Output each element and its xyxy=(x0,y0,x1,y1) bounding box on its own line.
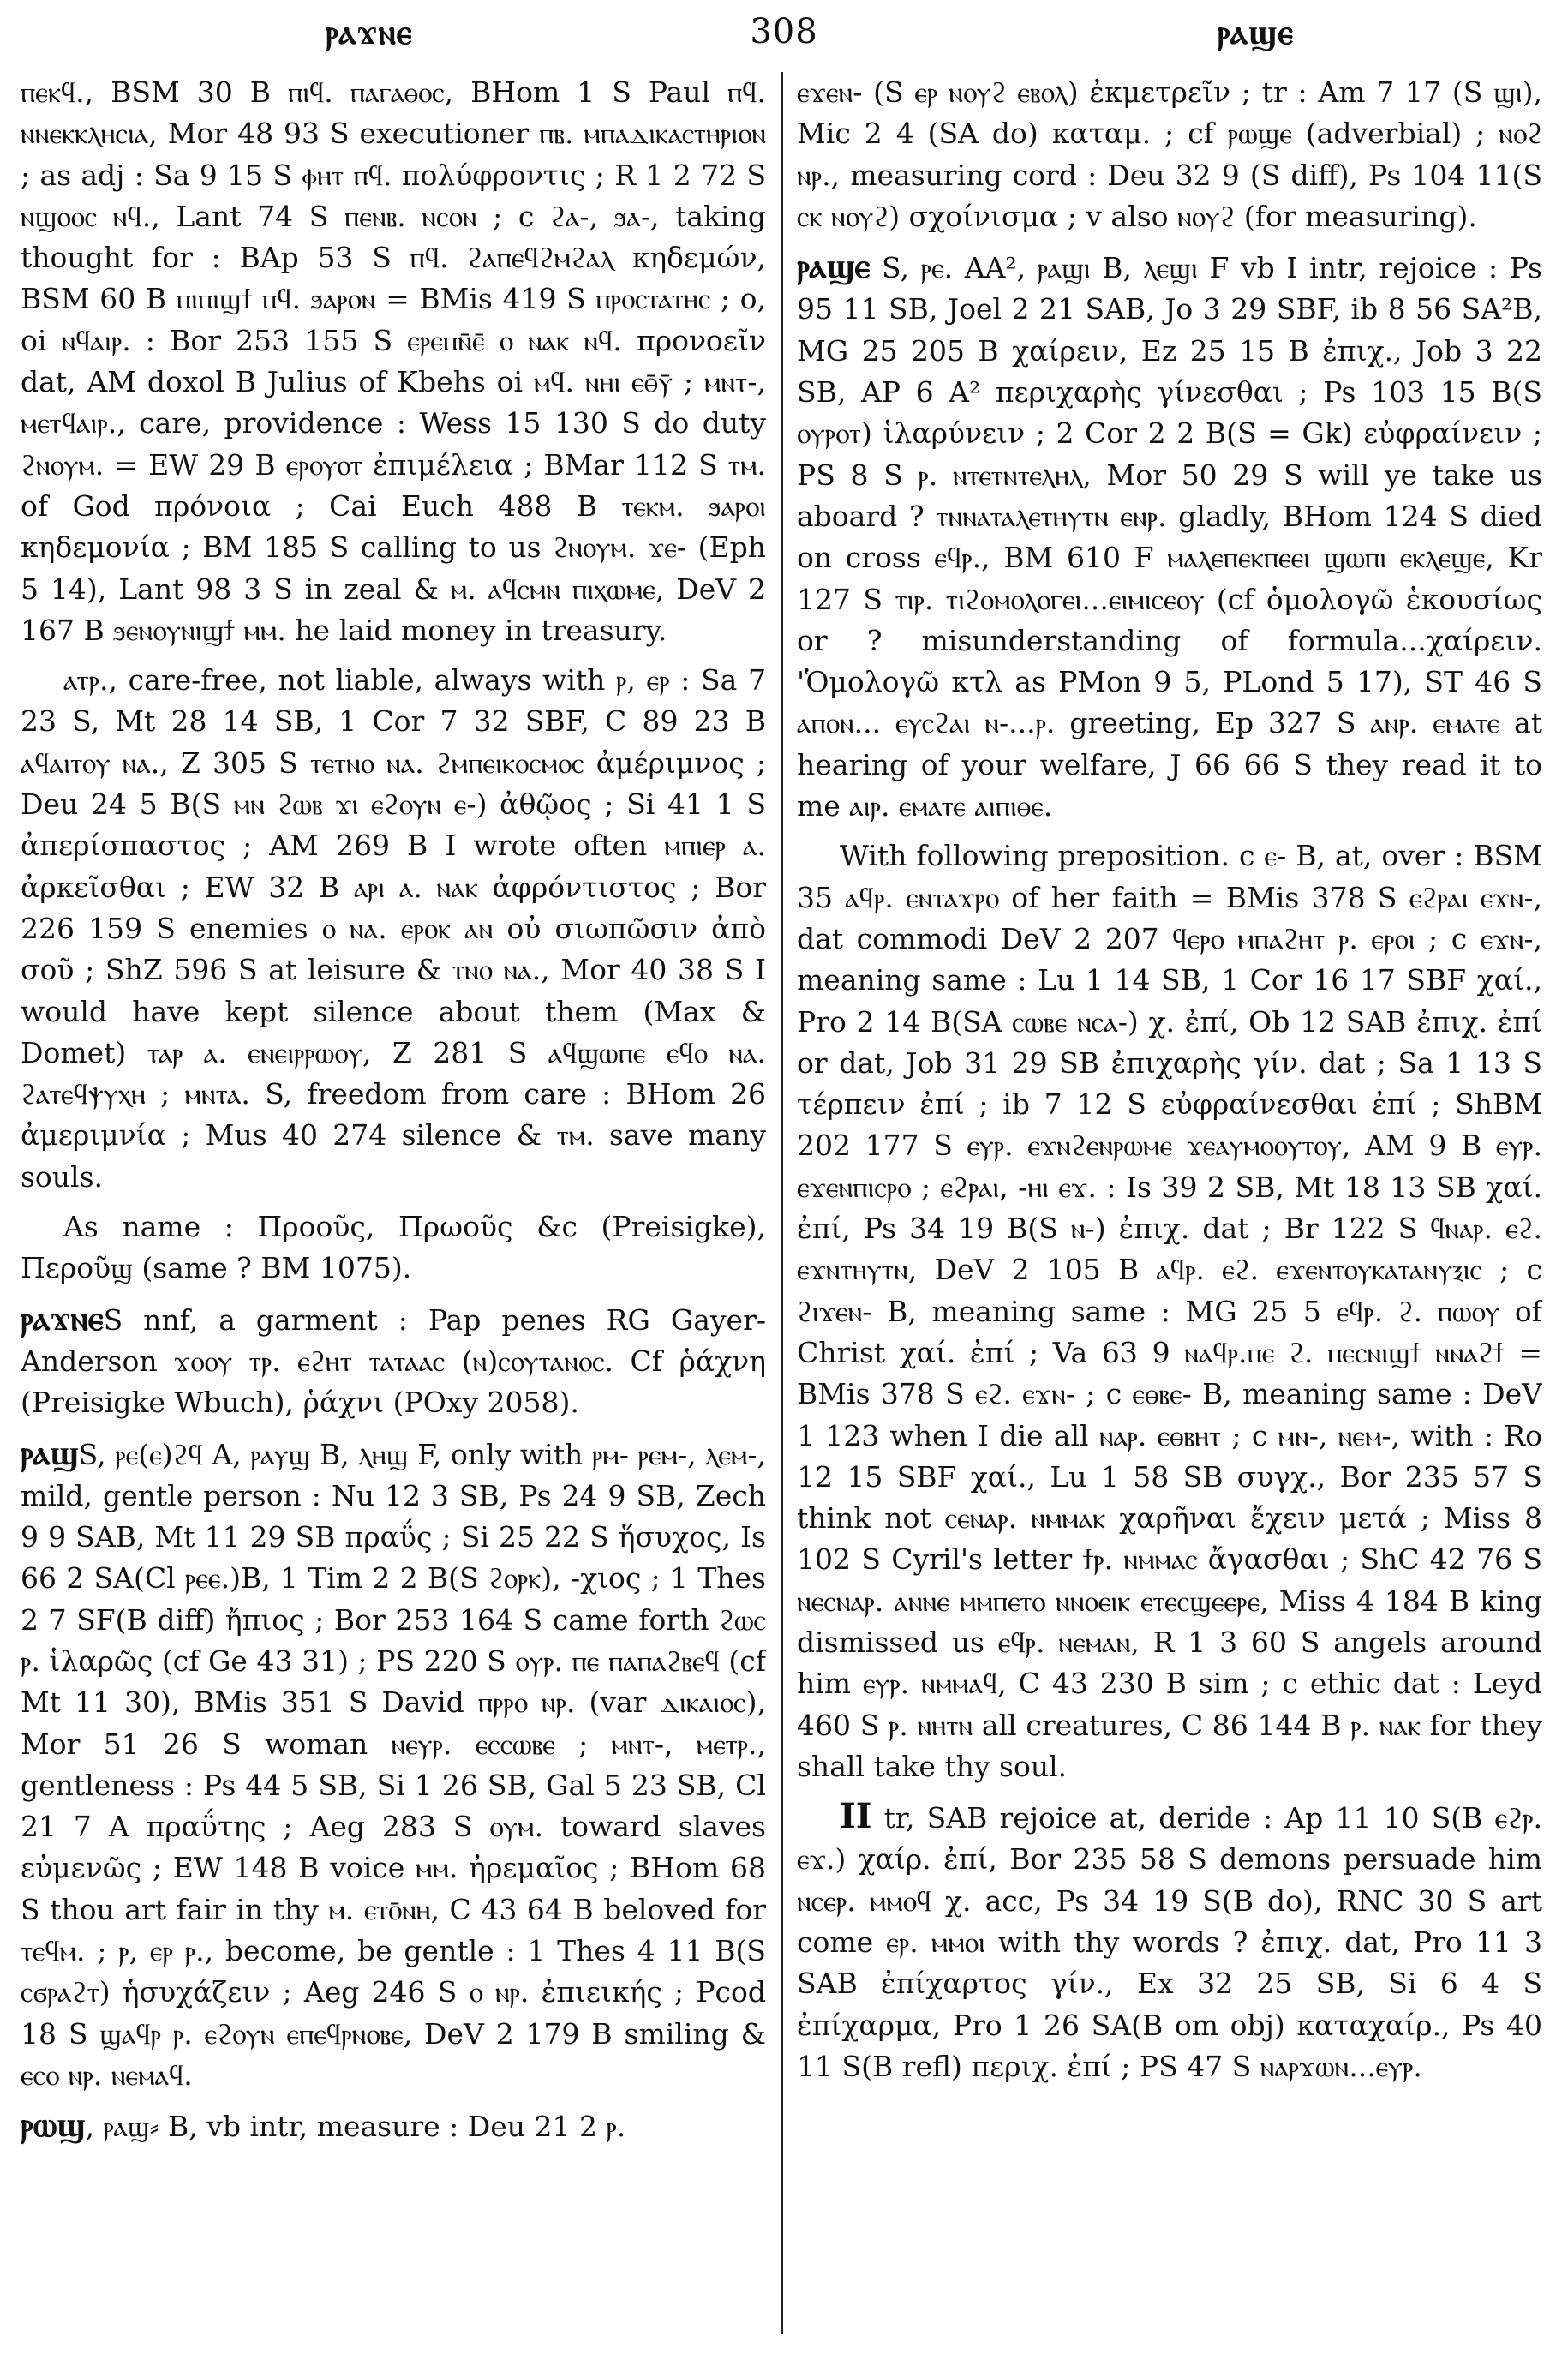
entry-headword: ⲣⲱϣ xyxy=(21,2105,86,2146)
left-column xyxy=(21,72,766,2351)
entry-headword: ⲣⲁϫⲛⲉ xyxy=(21,1297,104,1338)
entry-text: ⲡⲉⲕϥ., BSM 30 B ⲡⲓϥ. ⲡⲁⲅⲁⲑⲟⲥ, BHom 1 S Paul ⲡϥ. ⲛⲛⲉⲕⲕⲗⲏⲥⲓⲁ, Mor 48 93 S executioner ⲡⲃ. ⲙⲡⲁⲇⲓⲕⲁⲥⲧⲏⲣⲓⲟⲛ ; as adj : Sa 9 15 S ⲫⲏⲧ ⲡϥ. πολύφροντις ; R 1 2 72 S ⲛϣⲟⲟⲥ ⲛϥ., Lant 74 S ⲡⲉⲛⲃ. ⲛⲥⲟⲛ ; c ϩⲁ-, ϧⲁ-, taking thought for : BAp 53 S ⲡϥ. ϩⲁⲡⲉϥϩⲙϩⲁⲗ κηδεμών, BSM 60 B ⲡⲓⲡⲓϣϯ ⲡϥ. ϧⲁⲣⲟⲛ = BMis 419 S ⲡⲣⲟⲥⲧⲁⲧⲏⲥ ; o, oi ⲛϥⲁⲓⲣ. : Bor 253 155 S ⲉⲣⲉⲡⲛ̄ⲉ̄ ⲟ ⲛⲁⲕ ⲛϥ. προνοεῖν dat, AM doxol B Julius of Kbehs oi ⲙϥ. ⲛⲏⲓ ⲉⲑ̄ⲩ̄ ; ⲙⲛⲧ-, ⲙⲉⲧϥⲁⲓⲣ., care, providence : Wess 15 130 S do duty ϩⲛⲟⲩⲙ. = EW 29 B ⲉⲣⲟⲩⲟⲧ ἐπιμέλεια ; BMar 112 S ⲧⲙ. of God πρόνοια ; Cai Euch 488 B ⲧⲉⲕⲙ. ϧⲁⲣⲟⲓ κηδεμονία ; BM 185 S calling to us ϩⲛⲟⲩⲙ. ϫⲉ- (Eph 5 14), Lant 98 3 S in zeal & ⲙ. ⲁϥⲥⲙⲛ ⲡⲓⲭⲱⲙⲉ, DeV 2 167 B ϧⲉⲛⲟⲩⲛⲓϣϯ ⲙⲙ. he laid money in treasury. xyxy=(21,75,766,647)
running-head-left: ⲣⲁϫⲛⲉ xyxy=(326,12,413,52)
entry-text: As name : Προοῦς, Πρωοῦς &c (Preisigke), Περοῦϣ (same ? BM 1075). xyxy=(21,1210,766,1285)
entry-headword: ⲣⲁϣⲉ xyxy=(797,246,871,287)
running-head-right: ⲣⲁϣⲉ xyxy=(1217,12,1294,52)
entry-headword: ⲣⲁϣ xyxy=(21,1432,79,1473)
column-divider xyxy=(781,72,783,2334)
entry-paragraph xyxy=(797,72,1542,237)
entry-paragraph xyxy=(797,1796,1542,2087)
entry-paragraph xyxy=(21,660,766,1198)
entry-text: ⲁⲧⲣ., care-free, not liable, always with ⲣ, ⲉⲣ : Sa 7 23 S, Mt 28 14 SB, 1 Cor 7 32 SBF, C 89 23 B ⲁϥⲁⲓⲧⲟⲩ ⲛⲁ., Z 305 S ⲧⲉⲧⲛⲟ ⲛⲁ. ϩⲙⲡⲉⲓⲕⲟⲥⲙⲟⲥ ἀμέριμνος ; Deu 24 5 B(S ⲙⲛ ϩⲱⲃ ϫⲓ ⲉϩⲟⲩⲛ ⲉ-) ἀθῷος ; Si 41 1 S ἀπερίσπαστος ; AM 269 B I wrote often ⲙⲡⲓⲉⲣ ⲁ. ἀρκεῖσθαι ; EW 32 B ⲁⲣⲓ ⲁ. ⲛⲁⲕ ἀφρόντιστος ; Bor 226 159 S enemies ⲟ ⲛⲁ. ⲉⲣⲟⲕ ⲁⲛ οὐ σιωπῶσιν ἀπὸ σοῦ ; ShZ 596 S at leisure & ⲧⲛⲟ ⲛⲁ., Mor 40 38 S I would have kept silence about them (Max & Domet) ⲧⲁⲣ ⲁ. ⲉⲛⲉⲓⲣⲣⲱⲟⲩ, Z 281 S ⲁϥϣⲱⲡⲉ ⲉϥⲟ ⲛⲁ. ϩⲁⲧⲉϥⲯⲩⲭⲏ ; ⲙⲛⲧⲁ. S, freedom from care : BHom 26 ἀμεριμνία ; Mus 40 274 silence & ⲧⲙ. save many souls. xyxy=(21,663,766,1194)
right-column xyxy=(797,72,1542,2351)
entry-paragraph xyxy=(21,1298,766,1424)
entry-paragraph xyxy=(21,1433,766,2097)
entry-text: With following preposition. c ⲉ- B, at, over : BSM 35 ⲁϥⲣ. ⲉⲛⲧⲁϫⲣⲟ of her faith = BMis 378 S ⲉϩⲣⲁⲓ ⲉϫⲛ-, dat commodi DeV 2 207 ϥⲉⲣⲟ ⲙⲡⲁϩⲏⲧ ⲣ. ⲉⲣⲟⲓ ; c ⲉϫⲛ-, meaning same : Lu 1 14 SB, 1 Cor 16 17 SBF χαί., Pro 2 14 B(SA ⲥⲱⲃⲉ ⲛⲥⲁ-) χ. ἐπί, Ob 12 SAB ἐπιχ. ἐπί or dat, Job 31 29 SB ἐπιχαρὴς γίν. dat ; Sa 1 13 S τέρπειν ἐπί ; ib 7 12 S εὐφραίνεσθαι ἐπί ; ShBM 202 177 S ⲉⲩⲣ. ⲉϫⲛϩⲉⲛⲣⲱⲙⲉ ϫⲉⲁⲩⲙⲟⲟⲩⲧⲟⲩ, AM 9 B ⲉⲩⲣ. ⲉϫⲉⲛⲡⲓⲥⲣⲟ ; ⲉϩⲣⲁⲓ, -ⲏⲓ ⲉϫ. : Is 39 2 SB, Mt 18 13 SB χαί. ἐπί, Ps 34 19 B(S ⲛ-) ἐπιχ. dat ; Br 122 S ϥⲛⲁⲣ. ⲉϩ. ⲉϫⲛⲧⲏⲩⲧⲛ, DeV 2 105 B ⲁϥⲣ. ⲉϩ. ⲉϫⲉⲛⲧⲟⲩⲕⲁⲧⲁⲛⲩⲝⲓⲥ ; c ϩⲓϫⲉⲛ- B, meaning same : MG 25 5 ⲉϥⲣ. ϩ. ⲡⲱⲟⲩ of Christ χαί. ἐπί ; Va 63 9 ⲛⲁϥⲣ.ⲡⲉ ϩ. ⲡⲉⲥⲛⲓϣϯ ⲛⲛⲁϩϯ = BMis 378 S ⲉϩ. ⲉϫⲛ- ; c ⲉⲑⲃⲉ- B, meaning same : DeV 1 123 when I die all ⲛⲁⲣ. ⲉⲑⲃⲏⲧ ; c ⲙⲛ-, ⲛⲉⲙ-, with : Ro 12 15 SBF χαί., Lu 1 58 SB συγχ., Bor 235 57 S think not ⲥⲉⲛⲁⲣ. ⲛⲙⲙⲁⲕ χαρῆναι ἔχειν μετά ; Miss 8 102 S Cyril's letter ϯⲣ. ⲛⲙⲙⲁⲥ ἄγασθαι ; ShC 42 76 S ⲛⲉⲥⲛⲁⲣ. ⲁⲛⲛⲉ ⲙⲙⲡⲉⲧⲟ ⲛⲛⲟⲉⲓⲕ ⲉⲧⲉⲥϣⲉⲉⲣⲉ, Miss 4 184 B king dismissed us ⲉϥⲣ. ⲛⲉⲙⲁⲛ, R 1 3 60 S angels around him ⲉⲩⲣ. ⲛⲙⲙⲁϥ, C 43 230 B sim ; c ethic dat : Leyd 460 S ⲣ. ⲛⲏⲧⲛ all creatures, C 86 144 B ⲣ. ⲛⲁⲕ for they shall take thy soul. xyxy=(797,839,1542,1783)
entry-text: S, ⲣⲉ(ⲉ)ϩϥ A, ⲣⲁⲩϣ B, ⲗⲏϣ F, only with ⲣⲙ- ⲣⲉⲙ-, ⲗⲉⲙ-, mild, gentle person : Nu 12 3 SB, Ps 24 9 SB, Zech 9 9 SAB, Mt 11 29 SB πραΰς ; Si 25 22 S ἥσυχος, Is 66 2 SA(Cl ⲣⲉⲉ.)B, 1 Tim 2 2 B(S ϩⲟⲣⲕ), -χιος ; 1 Thes 2 7 SF(B diff) ἤπιος ; Bor 253 164 S came forth ϩⲱⲥ ⲣ. ἱλαρῶς (cf Ge 43 31) ; PS 220 S ⲟⲩⲣ. ⲡⲉ ⲡⲁⲡⲁϩⲃⲉϥ (cf Mt 11 30), BMis 351 S David ⲡⲣⲣⲟ ⲛⲣ. (var ⲇⲓⲕⲁⲓⲟⲥ), Mor 51 26 S woman ⲛⲉⲩⲣ. ⲉⲥⲥⲱⲃⲉ ; ⲙⲛⲧ-, ⲙⲉⲧⲣ., gentleness : Ps 44 5 SB, Si 1 26 SB, Gal 5 23 SB, Cl 21 7 A πραΰτης ; Aeg 283 S ⲟⲩⲙ. toward slaves εὐμενῶς ; EW 148 B voice ⲙⲙ. ἠρεμαῖος ; BHom 68 S thou art fair in thy ⲙ. ⲉⲧⲟ̄ⲛⲏ, C 43 64 B beloved for ⲧⲉϥⲙ. ; ⲣ, ⲉⲣ ⲣ., become, be gentle : 1 Thes 4 11 B(S ⲥϭⲣⲁϩⲧ) ἡσυχάζειν ; Aeg 246 S ⲟ ⲛⲣ. ἐπιεικής ; Pcod 18 S ϣⲁϥⲣ ⲣ. ⲉϩⲟⲩⲛ ⲉⲡⲉϥⲣⲛⲟⲃⲉ, DeV 2 179 B smiling & ⲉⲥⲟ ⲛⲣ. ⲛⲉⲙⲁϥ. xyxy=(21,1437,766,2092)
entry-headword: II xyxy=(840,1796,872,1837)
entry-text: , ⲣⲁϣ⸗ B, vb intr, measure : Deu 21 2 ⲣ. xyxy=(85,2110,626,2144)
entry-text: S, ⲣⲉ. AA², ⲣⲁϣⲓ B, ⲗⲉϣⲓ F vb I intr, rejoice : Ps 95 11 SB, Joel 2 21 SAB, Jo 3 29 SBF, ib 8 56 SA²B, MG 25 205 B χαίρειν, Ez 25 15 B ἐπιχ., Job 3 22 SB, AP 6 A² περιχαρὴς γίνεσθαι ; Ps 103 15 B(S ⲟⲩⲣⲟⲧ) ἱλαρύνειν ; 2 Cor 2 2 B(S = Gk) εὐφραίνειν ; PS 8 S ⲣ. ⲛⲧⲉⲧⲛⲧⲉⲗⲏⲗ, Mor 50 29 S will ye take us aboard ? ⲧⲛⲛⲁⲧⲁⲗⲉⲧⲏⲩⲧⲛ ⲉⲛⲣ. gladly, BHom 124 S died on cross ⲉϥⲣ., BM 610 F ⲙⲁⲗⲉⲡⲉⲕⲡⲉⲉⲓ ϣⲱⲡⲓ ⲉⲕⲗⲉϣⲉ, Kr 127 S ⲧⲓⲣ. ⲧⲓϩⲟⲙⲟⲗⲟⲅⲉⲓ...ⲉⲓⲙⲓⲥⲉⲟⲩ (cf ὁμολογῶ ἑκουσίως or ? misunderstanding of formula...χαίρειν. 'Ὁμολογῶ κτλ as PMon 9 5, PLond 5 17), ST 46 S ⲁⲡⲟⲛ... ⲉⲩⲥϩⲁⲓ ⲛ-...ⲣ. greeting, Ep 327 S ⲁⲛⲣ. ⲉⲙⲁⲧⲉ at hearing of your welfare, J 66 66 S they read it to me ⲁⲓⲣ. ⲉⲙⲁⲧⲉ ⲁⲓⲡⲓⲑⲉ. xyxy=(797,251,1542,823)
entry-paragraph xyxy=(797,246,1542,827)
entry-paragraph xyxy=(21,72,766,651)
entry-paragraph xyxy=(797,835,1542,1787)
entry-text: tr, SAB rejoice at, deride : Ap 11 10 S(B ⲉϩⲣ. ⲉϫ.) χαίρ. ἐπί, Bor 235 58 S demons persuade him ⲛⲥⲉⲣ. ⲙⲙⲟϥ χ. acc, Ps 34 19 S(B do), RNC 30 S art come ⲉⲣ. ⲙⲙⲟⲓ with thy words ? ἐπιχ. dat, Pro 11 3 SAB ἐπίχαρτος γίν., Ex 32 25 SB, Si 6 4 S ἐπίχαρμα, Pro 1 26 SA(B om obj) καταχαίρ., Ps 40 11 S(B refl) περιχ. ἐπί ; PS 47 S ⲛⲁⲣϫⲱⲛ...ⲉⲩⲣ. xyxy=(797,1801,1542,2083)
entry-text: ⲉϫⲉⲛ- (S ⲉⲣ ⲛⲟⲩϩ ⲉⲃⲟⲗ) ἐκμετρεῖν ; tr : Am 7 17 (S ϣⲓ), Mic 2 4 (SA do) καταμ. ; cf ⲣⲱϣⲉ (adverbial) ; ⲛⲟϩ ⲛⲣ., measuring cord : Deu 32 9 (S diff), Ps 104 11(S ⲥⲕ ⲛⲟⲩϩ) σχοίνισμα ; v also ⲛⲟⲩϩ (for measuring). xyxy=(797,75,1542,233)
page-number: 308 xyxy=(750,12,818,51)
entry-paragraph xyxy=(21,2105,766,2147)
entry-paragraph xyxy=(21,1206,766,1290)
entry-text: S nnf, a garment : Pap penes RG Gayer-Anderson ϫⲟⲟⲩ ⲧⲣ. ⲉϩⲏⲧ ⲧⲁⲧⲁⲁⲥ (ⲛ)ⲥⲟⲩⲧⲁⲛⲟⲥ. Cf ῥάχνη (Preisigke Wbuch), ῥάχνι (POxy 2058). xyxy=(21,1302,766,1420)
